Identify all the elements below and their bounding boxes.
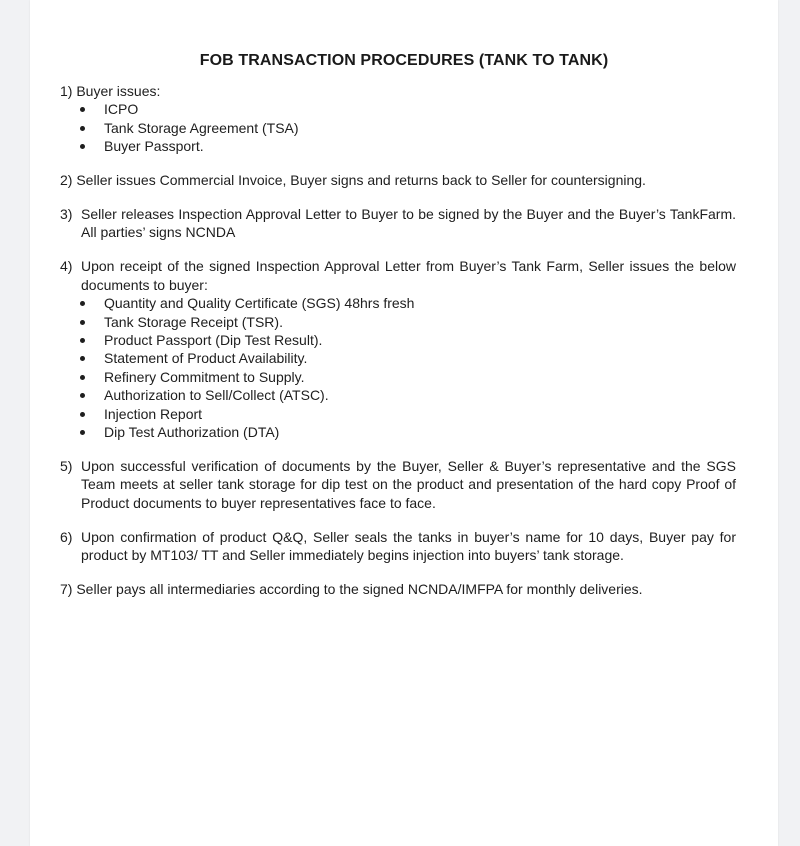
step-number: 6) xyxy=(60,528,73,545)
bullet-icon xyxy=(80,393,85,398)
procedure-step-2 xyxy=(60,171,736,189)
step-number: 3) xyxy=(60,206,73,223)
step-text: Upon confirmation of product Q&Q, Seller seals the tanks in buyer’s name for 10 days, Buyer pay for product by MT103/ TT and Seller immediately begins injection into buyers’ tank storage. xyxy=(81,528,736,564)
document-page xyxy=(30,0,778,846)
bullet-text: Quantity and Quality Certificate (SGS) 48hrs fresh xyxy=(104,295,415,312)
bullet-text: Tank Storage Receipt (TSR). xyxy=(104,313,283,330)
step-text: Upon receipt of the signed Inspection Approval Letter from Buyer’s Tank Farm, Seller issues the below documents to buyer: xyxy=(81,258,736,293)
bullet-item xyxy=(60,405,736,423)
bullet-icon xyxy=(80,301,85,306)
bullet-icon xyxy=(80,320,85,325)
bullet-item xyxy=(60,331,736,349)
bullet-item xyxy=(60,423,736,441)
bullet-icon xyxy=(80,356,85,361)
bullet-item xyxy=(60,349,736,367)
bullet-text: Dip Test Authorization (DTA) xyxy=(104,424,280,440)
procedure-step-3 xyxy=(60,205,736,242)
bullet-icon xyxy=(80,375,85,380)
procedure-step-6 xyxy=(60,528,736,565)
procedure-step-4 xyxy=(60,257,736,441)
step-number: 5) xyxy=(60,457,73,474)
bullet-icon xyxy=(80,126,85,131)
step-number: 7) xyxy=(60,580,73,597)
bullet-text: Buyer Passport. xyxy=(104,138,204,155)
bullet-item xyxy=(60,368,736,386)
step-text: Seller releases Inspection Approval Letter to Buyer to be signed by the Buyer and the Buyer’s TankFarm. All parties’ signs NCNDA xyxy=(81,206,736,241)
bullet-icon xyxy=(80,144,85,149)
bullet-item xyxy=(60,100,736,118)
bullet-item xyxy=(60,313,736,331)
bullet-icon xyxy=(80,338,85,343)
step-number: 4) xyxy=(60,258,73,275)
bullet-text: Statement of Product Availability. xyxy=(104,350,308,367)
bullet-text: Tank Storage Agreement (TSA) xyxy=(104,119,299,136)
bullet-text: Authorization to Sell/Collect (ATSC). xyxy=(104,387,329,404)
procedure-step-7 xyxy=(60,580,736,598)
page-title: FOB TRANSACTION PROCEDURES (TANK TO TANK) xyxy=(199,52,609,69)
bullet-item xyxy=(60,386,736,404)
step-text: Seller pays all intermediaries according to the signed NCNDA/IMFPA for monthly deliveries. xyxy=(76,580,643,597)
procedure-step-5 xyxy=(60,457,736,512)
step-text: Upon successful verification of documents by the Buyer, Seller & Buyer’s representative and the SGS Team meets at seller tank storage for dip test on the product and presentation of the hard copy Proof of Product documents to buyer representatives face to face. xyxy=(81,457,736,511)
bullet-list xyxy=(60,100,736,155)
bullet-item xyxy=(60,294,736,312)
bullet-icon xyxy=(80,430,85,435)
bullet-item xyxy=(60,137,736,155)
bullet-icon xyxy=(80,107,85,112)
procedure-list xyxy=(60,82,736,614)
bullet-item xyxy=(60,119,736,137)
bullet-icon xyxy=(80,412,85,417)
bullet-text: ICPO xyxy=(104,101,139,118)
bullet-text: Refinery Commitment to Supply. xyxy=(104,368,305,385)
step-text: Buyer issues: xyxy=(76,83,161,99)
bullet-list xyxy=(60,294,736,441)
procedure-step-1 xyxy=(60,82,736,156)
step-number: 1) xyxy=(60,83,73,99)
bullet-text: Injection Report xyxy=(104,405,203,422)
step-number: 2) xyxy=(60,172,73,189)
step-text: Seller issues Commercial Invoice, Buyer signs and returns back to Seller for countersigning. xyxy=(76,172,646,189)
bullet-text: Product Passport (Dip Test Result). xyxy=(104,331,323,348)
